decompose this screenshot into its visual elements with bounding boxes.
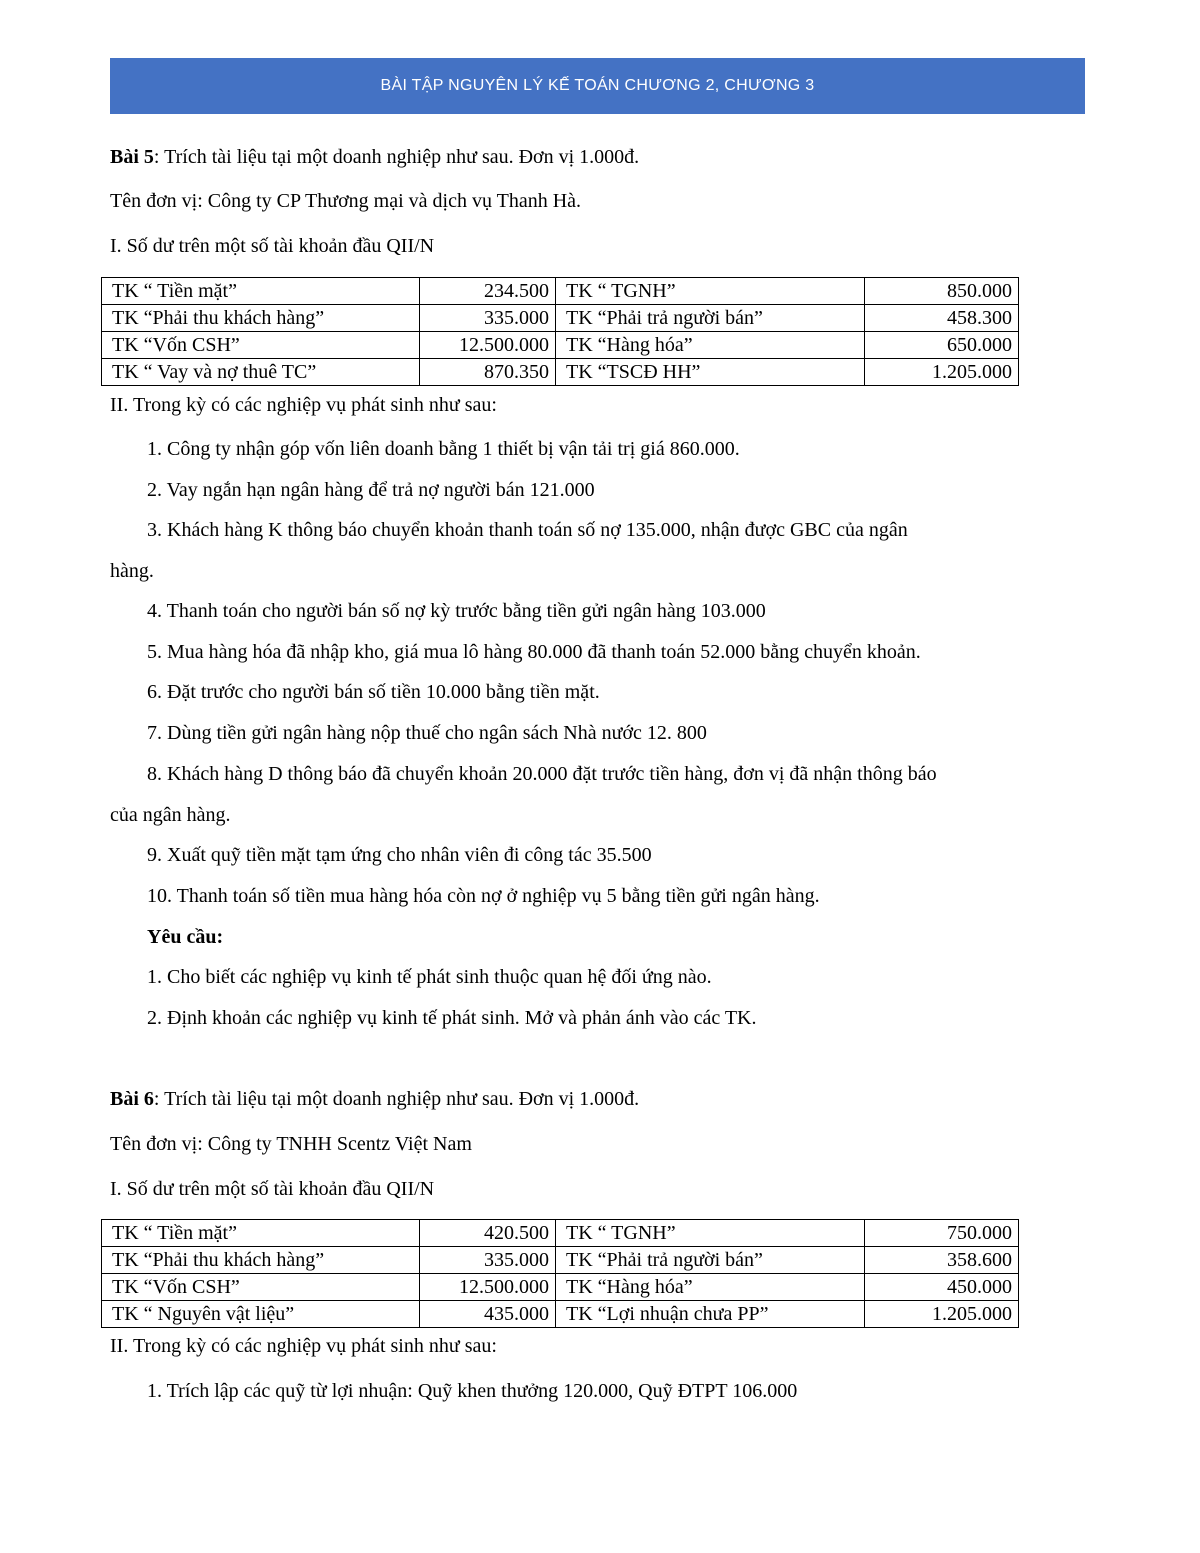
account-name: TK “TSCĐ HH” (556, 359, 865, 386)
transaction-item: 2. Vay ngắn hạn ngân hàng để trả nợ người bán 121.000 (147, 479, 595, 501)
bai6-balance-table (101, 1219, 1019, 1328)
table-row (102, 1301, 1019, 1328)
bai5-intro (110, 145, 639, 169)
account-name: TK “ TGNH” (556, 278, 865, 305)
account-balance: 870.350 (420, 359, 556, 386)
transaction-item: 10. Thanh toán số tiền mua hàng hóa còn nợ ở nghiệp vụ 5 bằng tiền gửi ngân hàng. (147, 885, 820, 907)
account-balance: 450.000 (865, 1274, 1019, 1301)
account-name: TK “Vốn CSH” (102, 1274, 420, 1301)
account-balance: 12.500.000 (420, 1274, 556, 1301)
account-balance: 335.000 (420, 305, 556, 332)
transaction-item: 1. Trích lập các quỹ từ lợi nhuận: Quỹ khen thưởng 120.000, Quỹ ĐTPT 106.000 (147, 1380, 798, 1402)
account-name: TK “Lợi nhuận chưa PP” (556, 1301, 865, 1328)
document-title: BÀI TẬP NGUYÊN LÝ KẾ TOÁN CHƯƠNG 2, CHƯƠNG 3 (380, 77, 815, 94)
transaction-item-continued: của ngân hàng. (110, 804, 231, 826)
bai5-balances-heading: I. Số dư trên một số tài khoản đầu QII/N (110, 235, 435, 257)
transaction-item: 4. Thanh toán cho người bán số nợ kỳ trước bằng tiền gửi ngân hàng 103.000 (147, 600, 766, 622)
account-name: TK “ Nguyên vật liệu” (102, 1301, 420, 1328)
bai5-company: Tên đơn vị: Công ty CP Thương mại và dịch vụ Thanh Hà. (110, 190, 582, 212)
account-balance: 234.500 (420, 278, 556, 305)
account-balance: 750.000 (865, 1220, 1019, 1247)
requirement-item: 2. Định khoản các nghiệp vụ kinh tế phát sinh. Mở và phản ánh vào các TK. (147, 1007, 757, 1029)
bai5-transactions-heading: II. Trong kỳ có các nghiệp vụ phát sinh như sau: (110, 394, 497, 416)
account-name: TK “Hàng hóa” (556, 332, 865, 359)
account-balance: 1.205.000 (865, 1301, 1019, 1328)
account-balance: 358.600 (865, 1247, 1019, 1274)
bai6-label: Bài 6 (110, 1088, 154, 1110)
account-balance: 435.000 (420, 1301, 556, 1328)
account-name: TK “Phải thu khách hàng” (102, 1247, 420, 1274)
account-name: TK “Phải thu khách hàng” (102, 305, 420, 332)
account-name: TK “Phải trả người bán” (556, 305, 865, 332)
account-name: TK “ Tiền mặt” (102, 1220, 420, 1247)
transaction-item: 7. Dùng tiền gửi ngân hàng nộp thuế cho ngân sách Nhà nước 12. 800 (147, 722, 707, 744)
bai6-intro-text: : Trích tài liệu tại một doanh nghiệp như sau. Đơn vị 1.000đ. (153, 1088, 640, 1110)
table-row (102, 1274, 1019, 1301)
account-name: TK “Hàng hóa” (556, 1274, 865, 1301)
table-row (102, 332, 1019, 359)
bai6-company: Tên đơn vị: Công ty TNHH Scentz Việt Nam (110, 1133, 472, 1155)
transaction-item-continued: hàng. (110, 560, 154, 582)
account-balance: 650.000 (865, 332, 1019, 359)
transaction-item: 9. Xuất quỹ tiền mặt tạm ứng cho nhân viên đi công tác 35.500 (147, 844, 652, 866)
table-row (102, 1220, 1019, 1247)
account-name: TK “ TGNH” (556, 1220, 865, 1247)
requirements-heading: Yêu cầu: (147, 926, 224, 948)
transaction-item: 8. Khách hàng D thông báo đã chuyển khoản 20.000 đặt trước tiền hàng, đơn vị đã nhận thông báo (147, 763, 937, 785)
account-name: TK “ Vay và nợ thuê TC” (102, 359, 420, 386)
requirement-item: 1. Cho biết các nghiệp vụ kinh tế phát sinh thuộc quan hệ đối ứng nào. (147, 966, 712, 988)
bai6-transactions-heading: II. Trong kỳ có các nghiệp vụ phát sinh như sau: (110, 1335, 497, 1357)
transaction-item: 1. Công ty nhận góp vốn liên doanh bằng 1 thiết bị vận tải trị giá 860.000. (147, 438, 740, 460)
bai5-intro-text: : Trích tài liệu tại một doanh nghiệp như sau. Đơn vị 1.000đ. (153, 146, 640, 168)
account-balance: 850.000 (865, 278, 1019, 305)
account-balance: 1.205.000 (865, 359, 1019, 386)
table-row (102, 359, 1019, 386)
account-balance: 458.300 (865, 305, 1019, 332)
account-balance: 12.500.000 (420, 332, 556, 359)
table-row (102, 305, 1019, 332)
account-balance: 420.500 (420, 1220, 556, 1247)
table-row (102, 278, 1019, 305)
document-header-banner (110, 58, 1085, 114)
bai5-balance-table (101, 277, 1019, 386)
transaction-item: 6. Đặt trước cho người bán số tiền 10.000 bằng tiền mặt. (147, 681, 600, 703)
bai6-balances-heading: I. Số dư trên một số tài khoản đầu QII/N (110, 1178, 435, 1200)
bai5-label: Bài 5 (110, 146, 154, 168)
account-name: TK “Vốn CSH” (102, 332, 420, 359)
bai6-intro (110, 1087, 639, 1111)
account-balance: 335.000 (420, 1247, 556, 1274)
transaction-item: 3. Khách hàng K thông báo chuyển khoản thanh toán số nợ 135.000, nhận được GBC của ngân (147, 519, 908, 541)
account-name: TK “ Tiền mặt” (102, 278, 420, 305)
table-row (102, 1247, 1019, 1274)
transaction-item: 5. Mua hàng hóa đã nhập kho, giá mua lô hàng 80.000 đã thanh toán 52.000 bằng chuyển khoản. (147, 641, 921, 663)
account-name: TK “Phải trả người bán” (556, 1247, 865, 1274)
